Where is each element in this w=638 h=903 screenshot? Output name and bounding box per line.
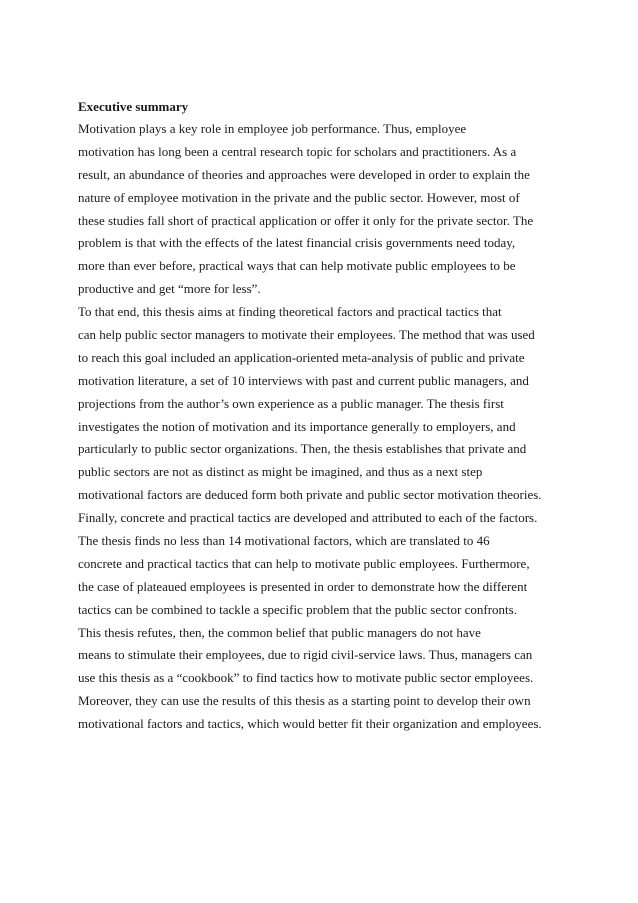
document-body [78, 96, 558, 736]
text-line: productive and get “more for less”. [78, 281, 261, 297]
text-line: tactics can be combined to tackle a specific problem that the public sector confronts. [78, 601, 517, 617]
text-line: motivational factors are deduced form both private and public sector motivation theories. [78, 487, 542, 503]
text-line: motivational factors and tactics, which would better fit their organization and employees. [78, 716, 542, 732]
text-line: can help public sector managers to motivate their employees. The method that was used [78, 327, 535, 343]
text-line: motivation has long been a central research topic for scholars and practitioners. As a [78, 143, 517, 159]
text-line: more than ever before, practical ways that can help motivate public employees to be [78, 258, 516, 274]
text-line: these studies fall short of practical application or offer it only for the private sector. The [78, 212, 534, 228]
text-line: Finally, concrete and practical tactics are developed and attributed to each of the factors. [78, 510, 538, 526]
summary-text [78, 118, 558, 736]
text-line: Motivation plays a key role in employee job performance. Thus, employee [78, 121, 467, 136]
text-line: use this thesis as a “cookbook” to find tactics how to motivate public sector employees. [78, 670, 534, 686]
text-line: particularly to public sector organizations. Then, the thesis establishes that private and [78, 441, 527, 457]
text-line: problem is that with the effects of the latest financial crisis governments need today, [78, 235, 516, 251]
text-line: result, an abundance of theories and approaches were developed in order to explain the [78, 166, 530, 182]
text-line: investigates the notion of motivation and its importance generally to employers, and [78, 418, 516, 434]
text-line: means to stimulate their employees, due to rigid civil-service laws. Thus, managers can [78, 647, 533, 663]
text-line: to reach this goal included an application-oriented meta-analysis of public and private [78, 349, 525, 365]
text-line: Moreover, they can use the results of this thesis as a starting point to develop their own [78, 693, 531, 709]
text-line: concrete and practical tactics that can help to motivate public employees. Furthermore, [78, 555, 530, 571]
text-line: nature of employee motivation in the private and the public sector. However, most of [78, 189, 520, 205]
text-line: public sectors are not as distinct as might be imagined, and thus as a next step [78, 464, 483, 480]
text-line: This thesis refutes, then, the common belief that public managers do not have [78, 624, 481, 640]
text-line: motivation literature, a set of 10 interviews with past and current public managers, and [78, 372, 529, 388]
text-line: The thesis finds no less than 14 motivational factors, which are translated to 46 [78, 533, 490, 549]
text-line: To that end, this thesis aims at finding theoretical factors and practical tactics that [78, 304, 502, 320]
section-heading: Executive summary [78, 99, 189, 114]
text-line: projections from the author’s own experience as a public manager. The thesis first [78, 395, 504, 411]
text-line: the case of plateaued employees is presented in order to demonstrate how the different [78, 578, 528, 594]
